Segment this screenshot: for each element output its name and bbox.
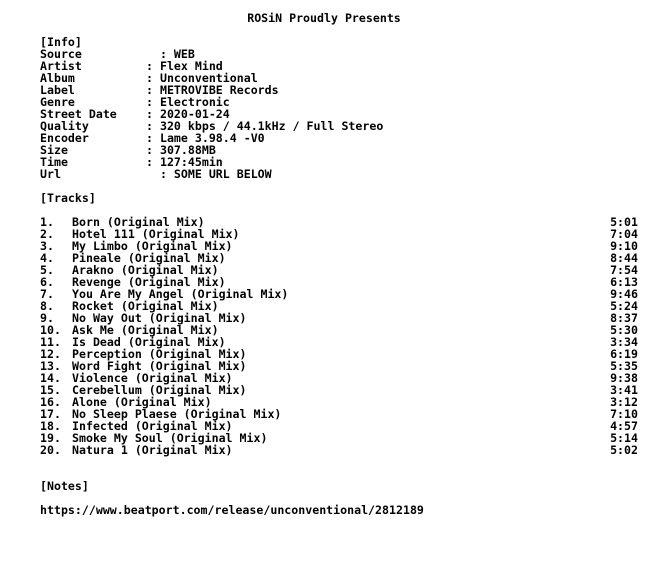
track-number: 4. xyxy=(40,251,54,265)
track-title: Violence (Original Mix) xyxy=(72,371,233,385)
track-number: 11. xyxy=(40,335,61,349)
track-number: 14. xyxy=(40,371,61,385)
info-value: : Flex Mind xyxy=(146,59,223,73)
track-title: Ask Me (Original Mix) xyxy=(72,323,219,337)
track-duration: 7:54 xyxy=(610,263,638,277)
track-number: 12. xyxy=(40,347,61,361)
info-value: : SOME URL BELOW xyxy=(146,167,272,181)
track-duration: 3:12 xyxy=(610,395,638,409)
info-value: : Unconventional xyxy=(146,71,258,85)
info-value: : 2020-01-24 xyxy=(146,107,230,121)
track-duration: 7:04 xyxy=(610,227,638,241)
info-row-url xyxy=(40,168,272,180)
track-duration: 9:38 xyxy=(610,371,638,385)
track-title: No Sleep Plaese (Original Mix) xyxy=(72,407,282,421)
info-heading: [Info] xyxy=(40,35,82,49)
tracks-heading: [Tracks] xyxy=(40,191,96,205)
track-title: Alone (Original Mix) xyxy=(72,395,212,409)
track-duration: 3:41 xyxy=(610,383,638,397)
info-value: : Electronic xyxy=(146,95,230,109)
track-title: Is Dead (Original Mix) xyxy=(72,335,226,349)
track-duration: 3:34 xyxy=(610,335,638,349)
info-key: Source xyxy=(40,47,82,61)
track-duration: 7:10 xyxy=(610,407,638,421)
track-duration: 6:19 xyxy=(610,347,638,361)
track-number: 20. xyxy=(40,443,61,457)
track-title: Hotel 111 (Original Mix) xyxy=(72,227,240,241)
track-number: 9. xyxy=(40,311,54,325)
track-number: 16. xyxy=(40,395,61,409)
info-value: : Lame 3.98.4 -V0 xyxy=(146,131,265,145)
track-title: You Are My Angel (Original Mix) xyxy=(72,287,289,301)
track-duration: 5:24 xyxy=(610,299,638,313)
track-duration: 8:37 xyxy=(610,311,638,325)
track-number: 17. xyxy=(40,407,61,421)
info-key: Encoder xyxy=(40,131,89,145)
track-number: 6. xyxy=(40,275,54,289)
info-value: : WEB xyxy=(146,47,195,61)
track-number: 18. xyxy=(40,419,61,433)
info-key: Quality xyxy=(40,119,89,133)
track-number: 13. xyxy=(40,359,61,373)
track-title: Rocket (Original Mix) xyxy=(72,299,219,313)
track-title: Arakno (Original Mix) xyxy=(72,263,219,277)
track-duration: 4:57 xyxy=(610,419,638,433)
track-duration: 5:35 xyxy=(610,359,638,373)
track-number: 5. xyxy=(40,263,54,277)
track-duration: 5:02 xyxy=(610,443,638,457)
track-title: Smoke My Soul (Original Mix) xyxy=(72,431,268,445)
info-key: Album xyxy=(40,71,75,85)
track-number: 15. xyxy=(40,383,61,397)
info-key: Size xyxy=(40,143,68,157)
track-duration: 5:14 xyxy=(610,431,638,445)
track-title: Pineale (Original Mix) xyxy=(72,251,226,265)
track-duration: 9:46 xyxy=(610,287,638,301)
track-title: Revenge (Original Mix) xyxy=(72,275,226,289)
track-title: Cerebellum (Original Mix) xyxy=(72,383,247,397)
info-value: : METROVIBE Records xyxy=(146,83,279,97)
track-number: 3. xyxy=(40,239,54,253)
track-duration: 9:10 xyxy=(610,239,638,253)
info-key: Url xyxy=(40,167,61,181)
track-title: Natura 1 (Original Mix) xyxy=(72,443,233,457)
track-number: 1. xyxy=(40,215,54,229)
track-duration: 5:01 xyxy=(610,215,638,229)
notes-heading: [Notes] xyxy=(40,479,89,493)
notes-url: https://www.beatport.com/release/unconventional/2812189 xyxy=(40,503,424,517)
info-value: : 320 kbps / 44.1kHz / Full Stereo xyxy=(146,119,384,133)
track-number: 10. xyxy=(40,323,61,337)
track-duration: 5:30 xyxy=(610,323,638,337)
info-key: Artist xyxy=(40,59,82,73)
info-value: : 127:45min xyxy=(146,155,223,169)
track-title: Perception (Original Mix) xyxy=(72,347,247,361)
track-title: No Way Out (Original Mix) xyxy=(72,311,247,325)
track-row xyxy=(40,444,638,456)
track-number: 8. xyxy=(40,299,54,313)
track-number: 2. xyxy=(40,227,54,241)
track-title: Born (Original Mix) xyxy=(72,215,205,229)
track-duration: 8:44 xyxy=(610,251,638,265)
info-value: : 307.88MB xyxy=(146,143,216,157)
nfo-title: ROSiN Proudly Presents xyxy=(247,11,401,25)
track-duration: 6:13 xyxy=(610,275,638,289)
info-key: Label xyxy=(40,83,75,97)
info-key: Genre xyxy=(40,95,75,109)
track-number: 19. xyxy=(40,431,61,445)
track-title: Infected (Original Mix) xyxy=(72,419,233,433)
info-key: Time xyxy=(40,155,68,169)
track-title: My Limbo (Original Mix) xyxy=(72,239,233,253)
track-title: Word Fight (Original Mix) xyxy=(72,359,247,373)
info-key: Street Date xyxy=(40,107,117,121)
track-number: 7. xyxy=(40,287,54,301)
